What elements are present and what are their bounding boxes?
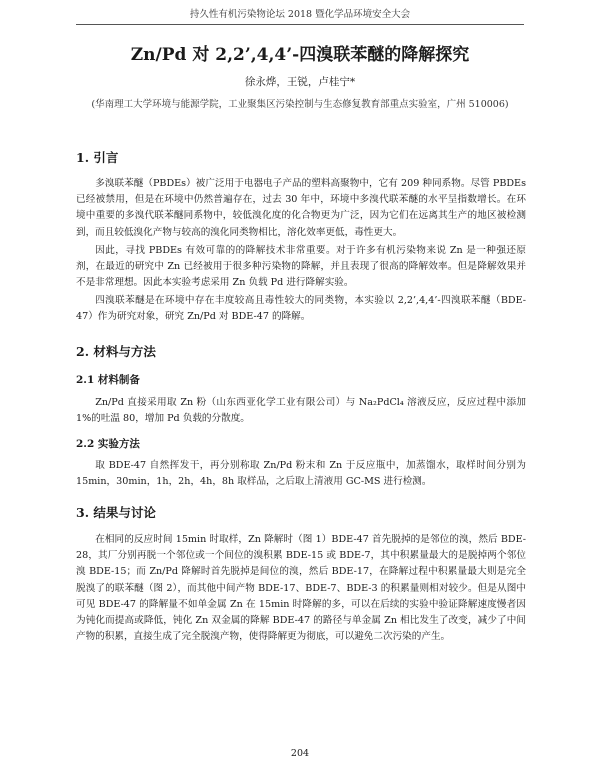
page-number: 204	[290, 748, 310, 759]
section-heading-intro: 1. 引言	[76, 150, 119, 165]
section-heading-results: 3. 结果与讨论	[76, 505, 156, 520]
intro-paragraph-3: 四溴联苯醚是在环境中存在丰度较高且毒性较大的同类物，本实验以 2,2’,4,4’-四溴联苯醚（BDE-47）作为研究对象，研究 Zn/Pd 对 BDE-47 的降解。	[76, 295, 526, 323]
running-header: 持久性有机污染物论坛 2018 暨化学品环境安全大会	[76, 6, 524, 25]
results-paragraph: 在相同的反应时间 15min 时取样，Zn 降解时（图 1）BDE-47 首先脱掉的是邻位的溴，然后 BDE-28，其厂分别再脱一个邻位或一个间位的溴积累 BDE-15 或 BDE-7，其中积累量最大的是脱掉两个邻位溴 BDE-15；而 Zn/Pd 降解时首先脱掉是间位的溴，然后 BDE-17，在降解过程中积累量最大则是完全脱溴了的联苯醚（图 2），而其他中间产物 BDE-17、BDE-7、BDE-3 的积累量则相对较少。但是从图中可见 BDE-47 的降解量不如单金属 Zn 在 15min 时降解的多，可以在后续的实验中验证降解速度慢者因为钝化而提高或降低，钝化 Zn 双金属的降解 BDE-47 的路径与单金属 Zn 相比发生了改变，减少了中间产物的积累，直接生成了完全脱溴产物，使得降解更为彻底，可以避免二次污染的产生。	[76, 534, 526, 643]
subsection-heading-experimental: 2.2 实验方法	[76, 438, 140, 450]
intro-paragraph-2: 因此，寻找 PBDEs 有效可靠的的降解技术非常重要。对于许多有机污染物来说 Zn 是一种强还原剂，在最近的研究中 Zn 已经被用于很多种污染物的降解，并且表现了很高的降解效率。但是降解效果并不是非常理想。因此本实验考虑采用 Zn 负载 Pd 进行降解实验。	[76, 245, 526, 289]
article-title: Zn/Pd 对 2,2’,4,4’-四溴联苯醚的降解探究	[130, 45, 470, 65]
section-heading-methods: 2. 材料与方法	[76, 344, 156, 359]
author-list: 徐永烨，王锐，卢桂宁*	[244, 76, 356, 88]
subsection-heading-materials: 2.1 材料制备	[76, 374, 140, 386]
intro-paragraph-1: 多溴联苯醚（PBDEs）被广泛用于电器电子产品的塑料高聚物中，它有 209 种同系物。尽管 PBDEs 已经被禁用，但是在环境中仍然普遍存在，过去 30 年中，环境中多溴代联苯醚的水平呈指数增长。在环境中重要的多溴代联苯醚同系物中，较低溴化度的化合物更为广泛，因为它们在远离其生产的地区被检测到，而且较低溴化产物与较高的溴化同类物相比，溶化效率更低，毒性更大。	[76, 178, 526, 238]
affiliation: (华南理工大学环境与能源学院，工业聚集区污染控制与生态修复教育部重点实验室，广州 510006)	[91, 99, 509, 110]
materials-paragraph: Zn/Pd 直接采用取 Zn 粉（山东西亚化学工业有限公司）与 Na₂PdCl₄ 溶液反应，反应过程中添加 1%的吐温 80，增加 Pd 负载的分散度。	[76, 397, 526, 425]
experimental-paragraph: 取 BDE-47 自然挥发干，再分别称取 Zn/Pd 粉末和 Zn 于反应瓶中，加蒸馏水，取样时间分别为 15min，30min，1h，2h，4h，8h 取样品，之后取上清液用 GC-MS 进行检测。	[76, 460, 526, 488]
